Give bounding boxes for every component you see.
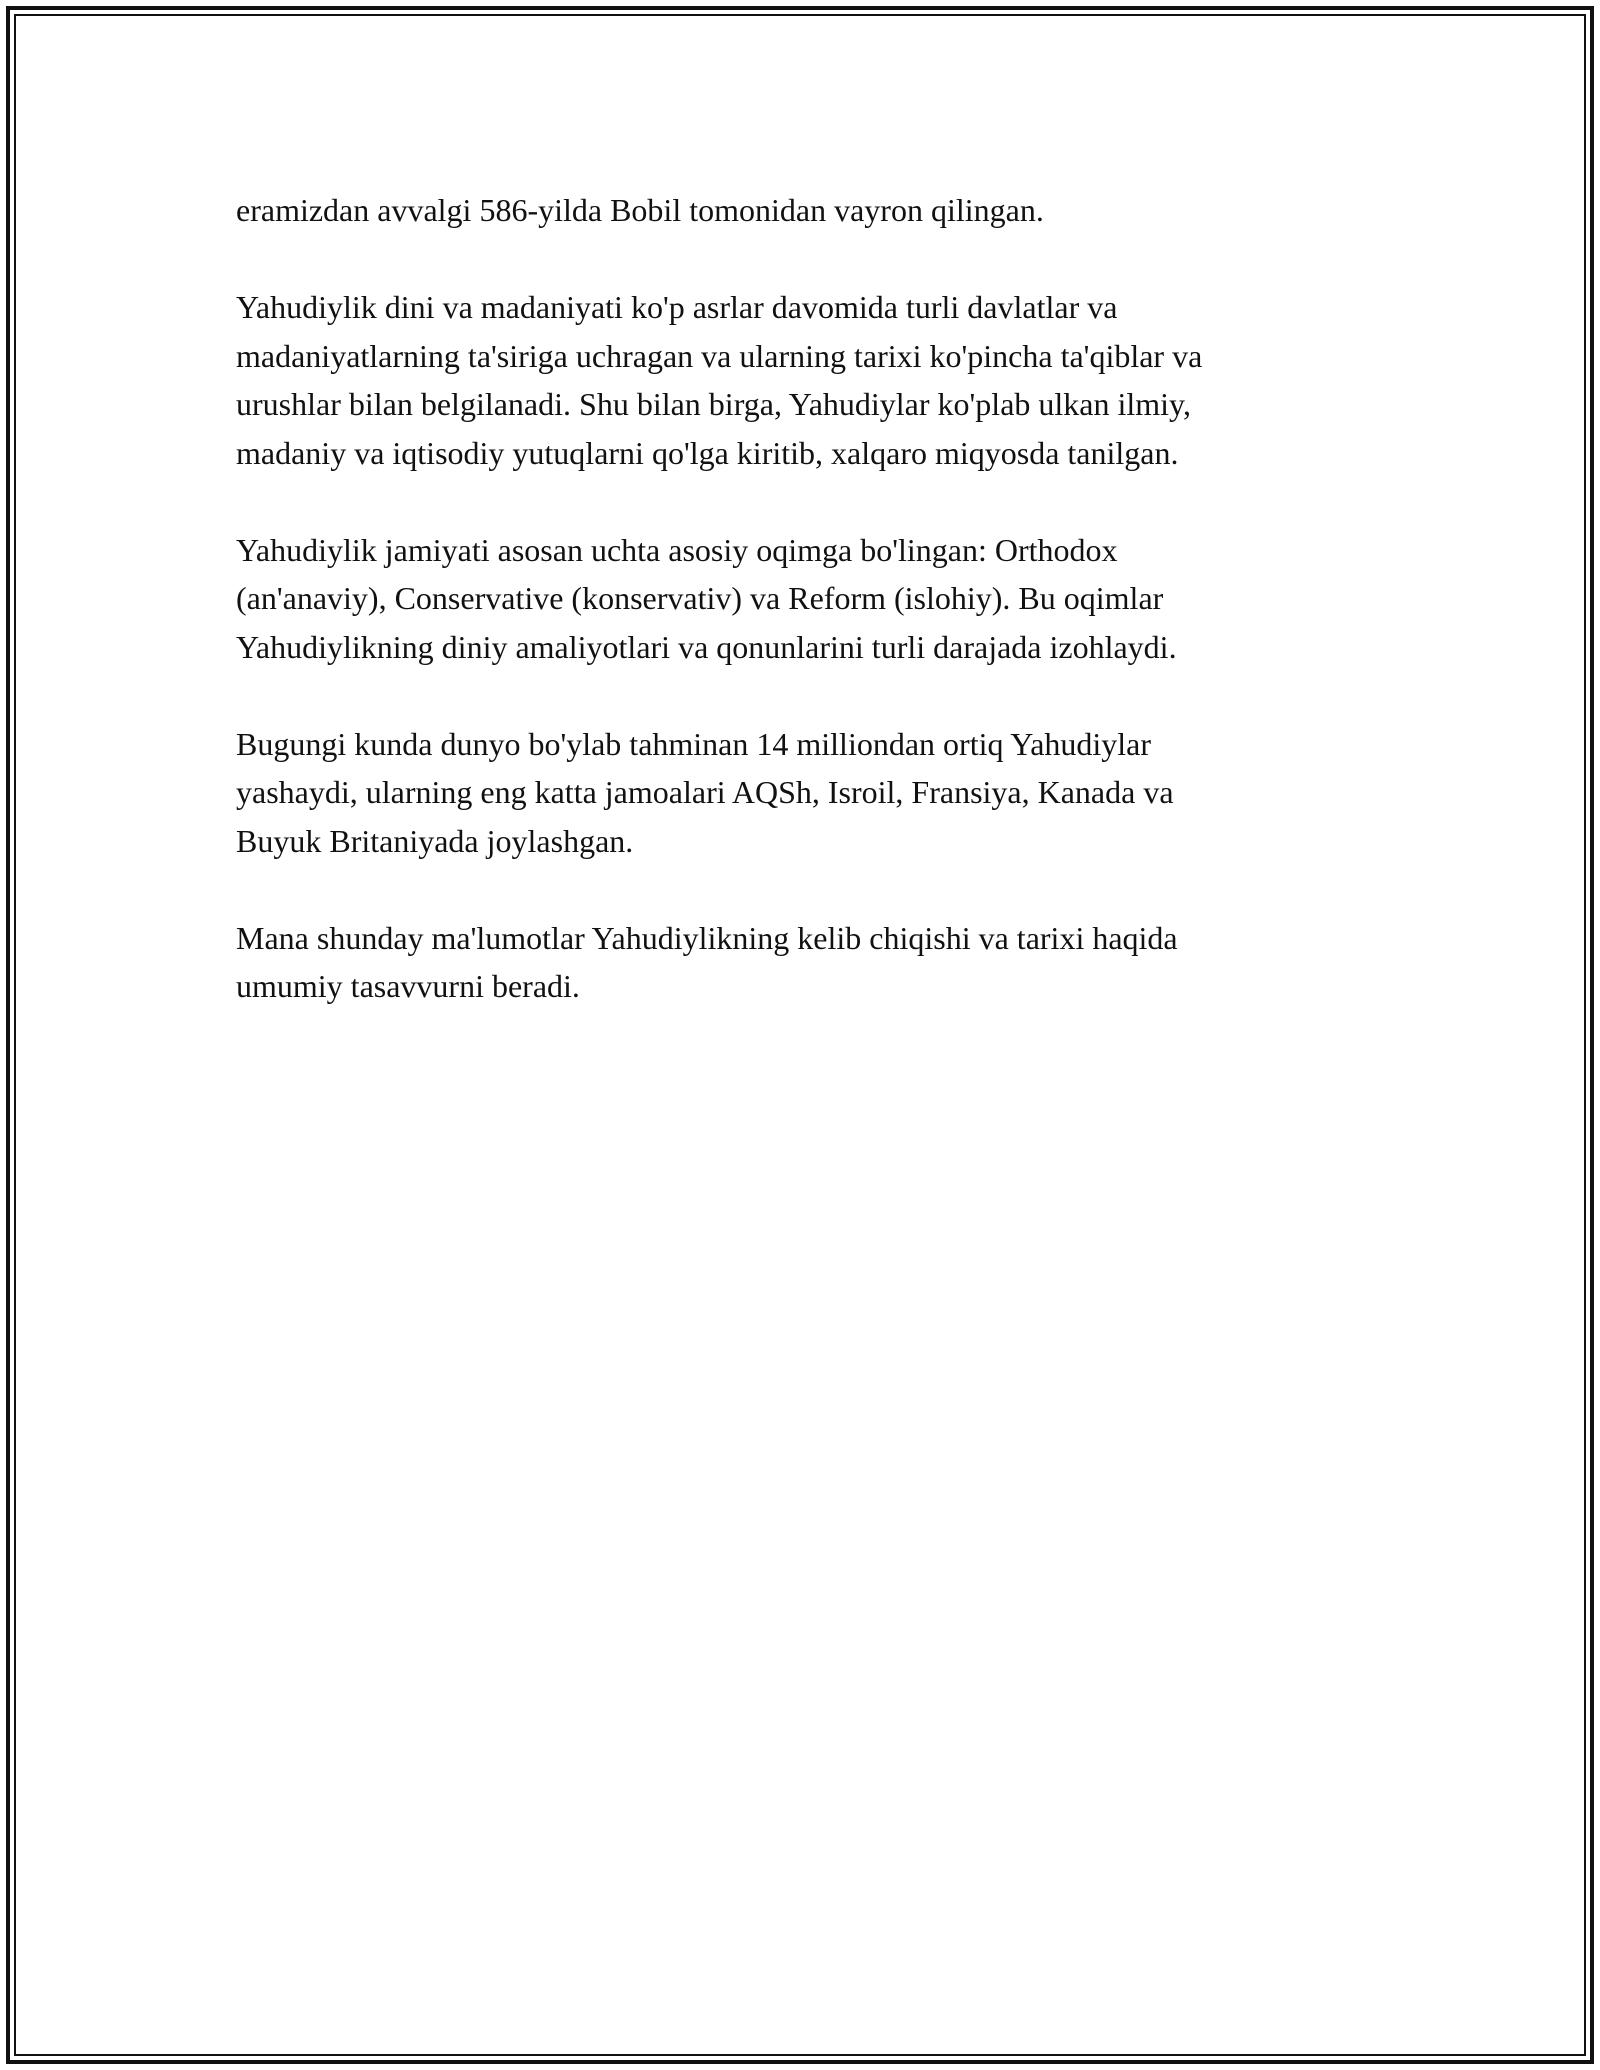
- paragraph-4: Bugungi kunda dunyo bo'ylab tahminan 14 milliondan ortiq Yahudiylar yashaydi, ularning eng katta jamoalari AQSh, Isroil, Fransiya, Kanada va Buyuk Britaniyada joylashgan.: [236, 725, 1174, 859]
- paragraph-3: Yahudiylik jamiyati asosan uchta asosiy oqimga bo'lingan: Orthodox (an'anaviy), Conservative (konservativ) va Reform (islohiy). Bu oqimlar Yahudiylikning diniy amaliyotlari va qonunlarini turli darajada izohlaydi.: [236, 531, 1177, 665]
- paragraph-1: eramizdan avvalgi 586-yilda Bobil tomonidan vayron qilingan.: [236, 192, 1044, 228]
- paragraph-2: Yahudiylik dini va madaniyati ko'p asrlar davomida turli davlatlar va madaniyatlarning ta'siriga uchragan va ularning tarixi ko'pincha ta'qiblar va urushlar bilan belgilanadi. Shu bilan birga, Yahudiylar ko'plab ulkan ilmiy, madaniy va iqtisodiy yutuqlarni qo'lga kiritib, xalqaro miqyosda tanilgan.: [236, 289, 1203, 471]
- paragraph-5: Mana shunday ma'lumotlar Yahudiylikning kelib chiqishi va tarixi haqida umumiy tasavvurni beradi.: [236, 919, 1178, 1004]
- document-body: [236, 186, 1376, 1059]
